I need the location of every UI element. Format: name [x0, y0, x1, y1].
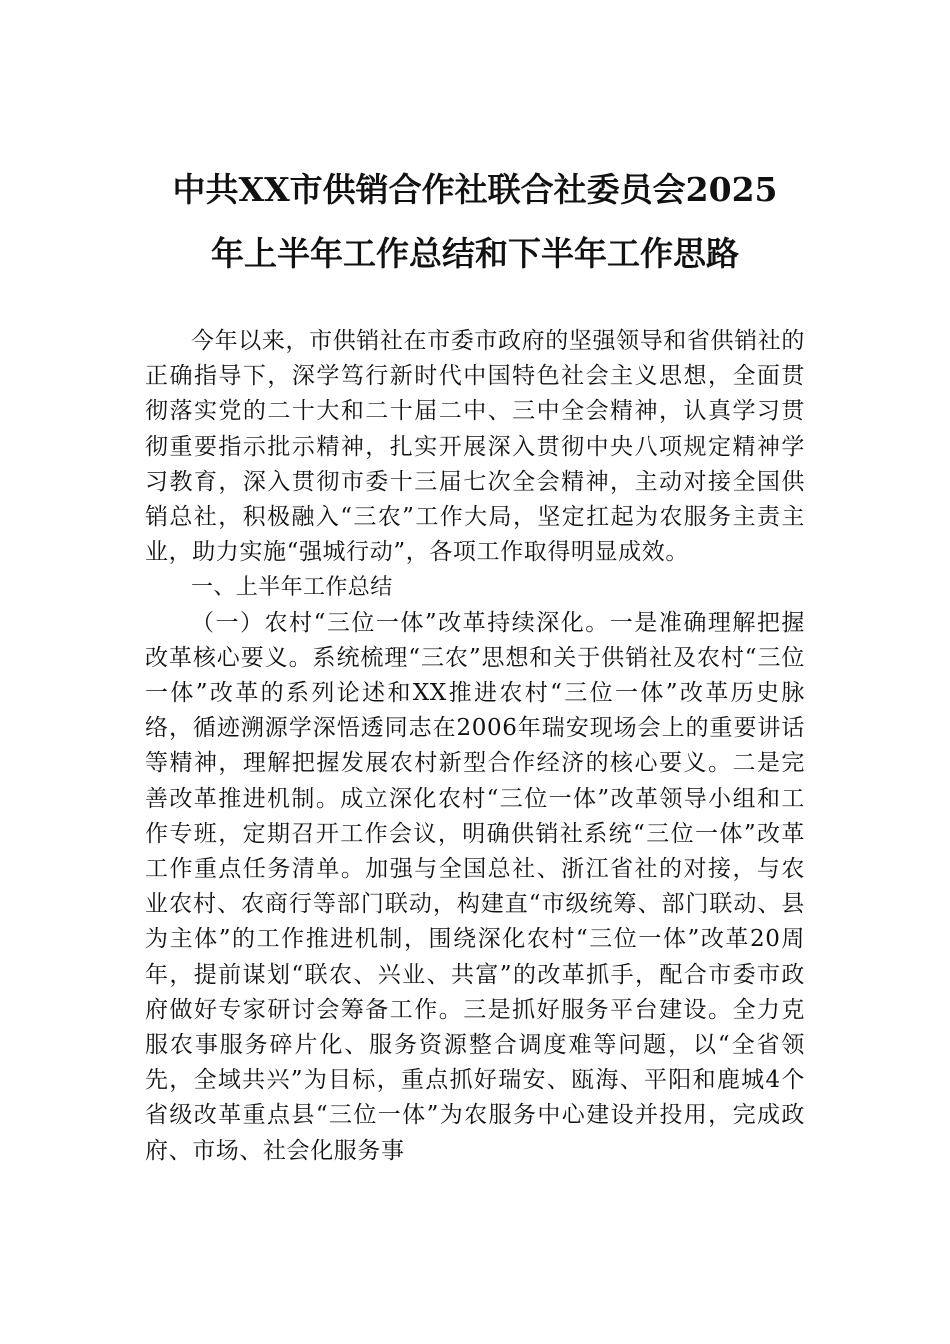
- document-body: [145, 324, 805, 1169]
- title-line-1: 中共XX市供销合作社联合社委员会2025: [172, 170, 778, 209]
- title-line-2: 年上半年工作总结和下半年工作思路: [211, 234, 739, 273]
- document-title: [135, 158, 815, 286]
- section-heading-1: 一、上半年工作总结: [191, 575, 393, 601]
- intro-paragraph: 今年以来，市供销社在市委市政府的坚强领导和省供销社的正确指导下，深学笃行新时代中国特色社会主义思想，全面贯彻落实党的二十大和二十届二中、三中全会精神，认真学习贯彻重要指示批示精神，扎实开展深入贯彻中央八项规定精神学习教育，深入贯彻市委十三届七次全会精神，主动对接全国供销总社，积极融入“三农”工作大局，坚定扛起为农服务主责主业，助力实施“强城行动”，各项工作取得明显成效。: [145, 328, 805, 566]
- section-1-paragraph-1: （一）农村“三位一体”改革持续深化。一是准确理解把握改革核心要义。系统梳理“三农”思想和关于供销社及农村“三位一体”改革的系列论述和XX推进农村“三位一体”改革历史脉络，循迹溯源学深悟透同志在2006年瑞安现场会上的重要讲话等精神，理解把握发展农村新型合作经济的核心要义。二是完善改革推进机制。成立深化农村“三位一体”改革领导小组和工作专班，定期召开工作会议，明确供销社系统“三位一体”改革工作重点任务清单。加强与全国总社、浙江省社的对接，与农业农村、农商行等部门联动，构建直“市级统筹、部门联动、县为主体”的工作推进机制，围绕深化农村“三位一体”改革20周年，提前谋划“联农、兴业、共富”的改革抓手，配合市委市政府做好专家研讨会筹备工作。三是抓好服务平台建设。全力克服农事服务碎片化、服务资源整合调度难等问题，以“全省领先，全域共兴”为目标，重点抓好瑞安、瓯海、平阳和鹿城4个省级改革重点县“三位一体”为农服务中心建设并投用，完成政府、市场、社会化服务事: [145, 609, 805, 1164]
